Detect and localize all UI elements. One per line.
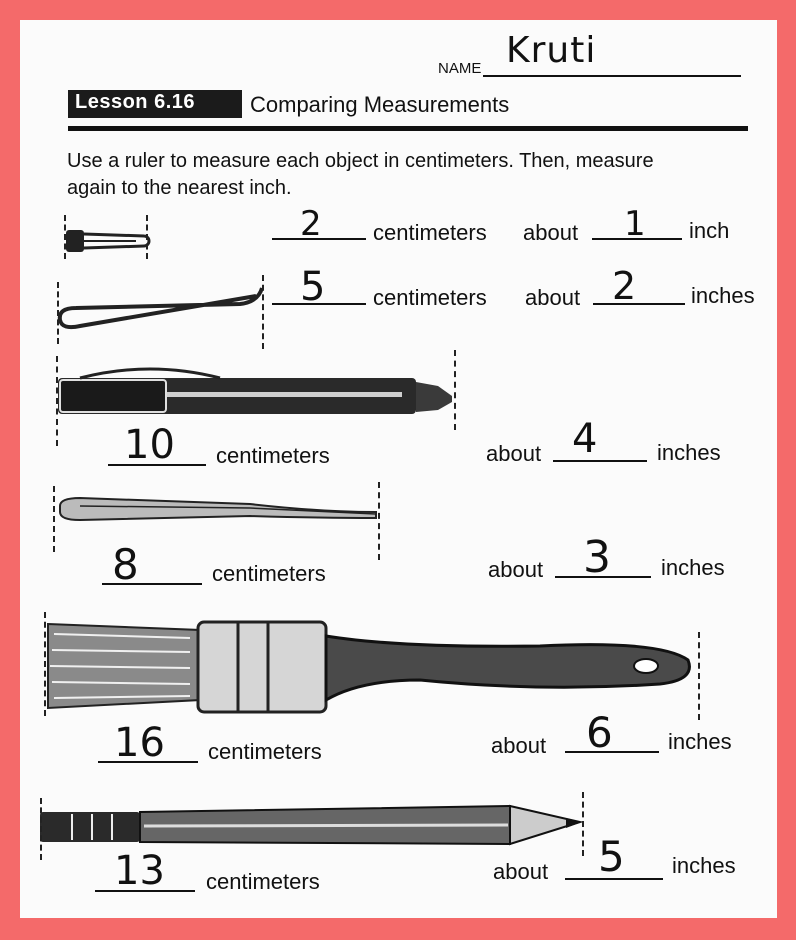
inch-answer-line (553, 460, 647, 462)
cm-answer: 16 (114, 720, 165, 766)
cm-label: centimeters (206, 869, 320, 894)
inch-answer: 3 (583, 532, 611, 583)
guide-line (262, 275, 264, 349)
guide-line (40, 798, 42, 860)
guide-line (698, 632, 700, 720)
guide-line (57, 282, 59, 344)
inch-answer: 4 (572, 416, 598, 462)
name-label: NAME (438, 60, 482, 77)
guide-line (146, 215, 148, 259)
about-label: about (525, 285, 581, 310)
cm-label: centimeters (373, 285, 487, 310)
inch-answer: 5 (598, 832, 625, 881)
inch-label: inches (657, 440, 721, 465)
inch-answer-line (593, 303, 685, 305)
guide-line (454, 350, 456, 430)
instructions-line-1: Use a ruler to measure each object in centimeters. Then, measure (67, 150, 654, 172)
inch-label: inch (689, 218, 730, 243)
cm-label: centimeters (373, 220, 487, 245)
cm-label: centimeters (212, 561, 326, 586)
cm-answer: 13 (114, 848, 165, 894)
safety-pin-illustration (66, 230, 149, 252)
object-illustrations (20, 20, 777, 918)
inch-answer: 6 (586, 708, 613, 757)
cm-answer: 10 (124, 422, 175, 468)
inch-label: inches (661, 555, 725, 580)
lesson-label: Lesson 6.16 (75, 91, 196, 113)
cm-label: centimeters (216, 443, 330, 468)
guide-line (44, 612, 46, 716)
worksheet (20, 20, 777, 918)
inch-answer: 1 (624, 204, 646, 244)
lesson-title: Comparing Measurements (250, 92, 510, 117)
about-label: about (523, 220, 579, 245)
guide-line (53, 486, 55, 552)
inch-answer: 2 (612, 264, 637, 308)
inch-label: inches (672, 853, 736, 878)
cm-label: centimeters (208, 739, 322, 764)
cm-answer: 5 (300, 264, 326, 310)
paintbrush-illustration (48, 622, 689, 712)
instructions-line-2: again to the nearest inch. (67, 177, 292, 199)
inch-label: inches (668, 729, 732, 754)
about-label: about (486, 441, 542, 466)
tweezers-illustration (60, 498, 376, 520)
about-label: about (488, 557, 544, 582)
about-label: about (491, 733, 547, 758)
inch-label: inches (691, 283, 755, 308)
paper-clip-illustration (60, 288, 262, 327)
pencil-illustration (40, 806, 582, 844)
about-label: about (493, 859, 549, 884)
cm-answer: 2 (300, 204, 322, 244)
guide-line (64, 215, 66, 259)
cm-answer: 8 (112, 540, 139, 589)
guide-line (378, 482, 380, 560)
guide-line (56, 356, 58, 446)
student-name: Kruti (506, 30, 597, 71)
marker-illustration (58, 369, 452, 414)
guide-line (582, 792, 584, 856)
